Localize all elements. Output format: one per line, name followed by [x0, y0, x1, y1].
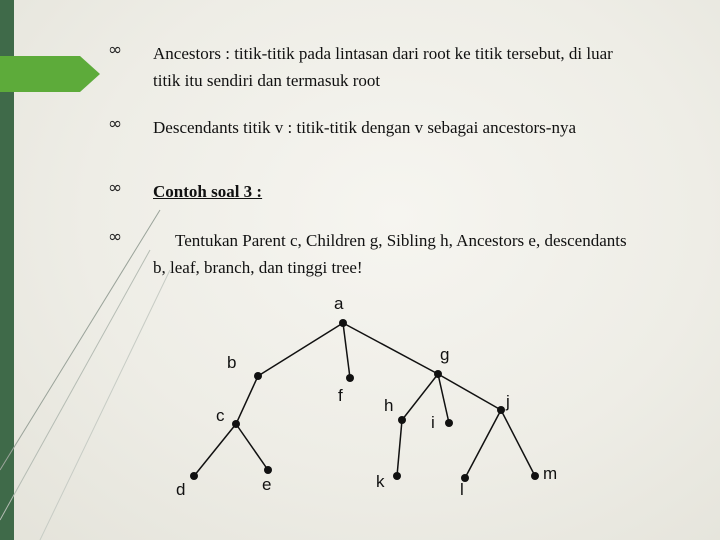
label-f: f: [338, 386, 343, 405]
bullet-line: Ancestors : titik-titik pada lintasan dari root ke titik tersebut, di luar: [153, 44, 613, 63]
bullet-line: Tentukan Parent c, Children g, Sibling h, Ancestors e, descendants: [175, 231, 627, 250]
label-m: m: [543, 464, 558, 483]
infinity-bullet-icon: ∞: [108, 227, 123, 247]
node-h: [398, 416, 406, 424]
node-j: [497, 406, 505, 414]
node-d: [190, 472, 198, 480]
label-b: b: [227, 353, 237, 372]
tree-edges: [194, 323, 535, 478]
bullet-line: Descendants titik v : titik-titik dengan v sebagai ancestors-nya: [153, 118, 576, 137]
bullet-line: titik itu sendiri dan termasuk root: [153, 71, 381, 90]
label-i: i: [431, 413, 435, 432]
example-heading: Contoh soal 3 :: [153, 182, 263, 201]
node-i: [445, 419, 453, 427]
label-h: h: [384, 396, 394, 415]
label-e: e: [262, 475, 272, 494]
node-a: [339, 319, 347, 327]
tree-nodes: [190, 319, 539, 482]
infinity-bullet-icon: ∞: [108, 114, 123, 134]
node-k: [393, 472, 401, 480]
node-b: [254, 372, 262, 380]
node-m: [531, 472, 539, 480]
label-c: c: [216, 406, 225, 425]
infinity-bullet-icon: ∞: [108, 178, 123, 198]
node-e: [264, 466, 272, 474]
label-l: l: [460, 480, 464, 499]
label-k: k: [376, 472, 385, 491]
label-a: a: [334, 294, 344, 313]
node-g: [434, 370, 442, 378]
label-g: g: [440, 345, 450, 364]
node-c: [232, 420, 240, 428]
label-j: j: [506, 392, 510, 411]
bullet-line: b, leaf, branch, dan tinggi tree!: [153, 258, 363, 277]
node-f: [346, 374, 354, 382]
infinity-bullet-icon: ∞: [108, 40, 123, 60]
label-d: d: [176, 480, 186, 499]
